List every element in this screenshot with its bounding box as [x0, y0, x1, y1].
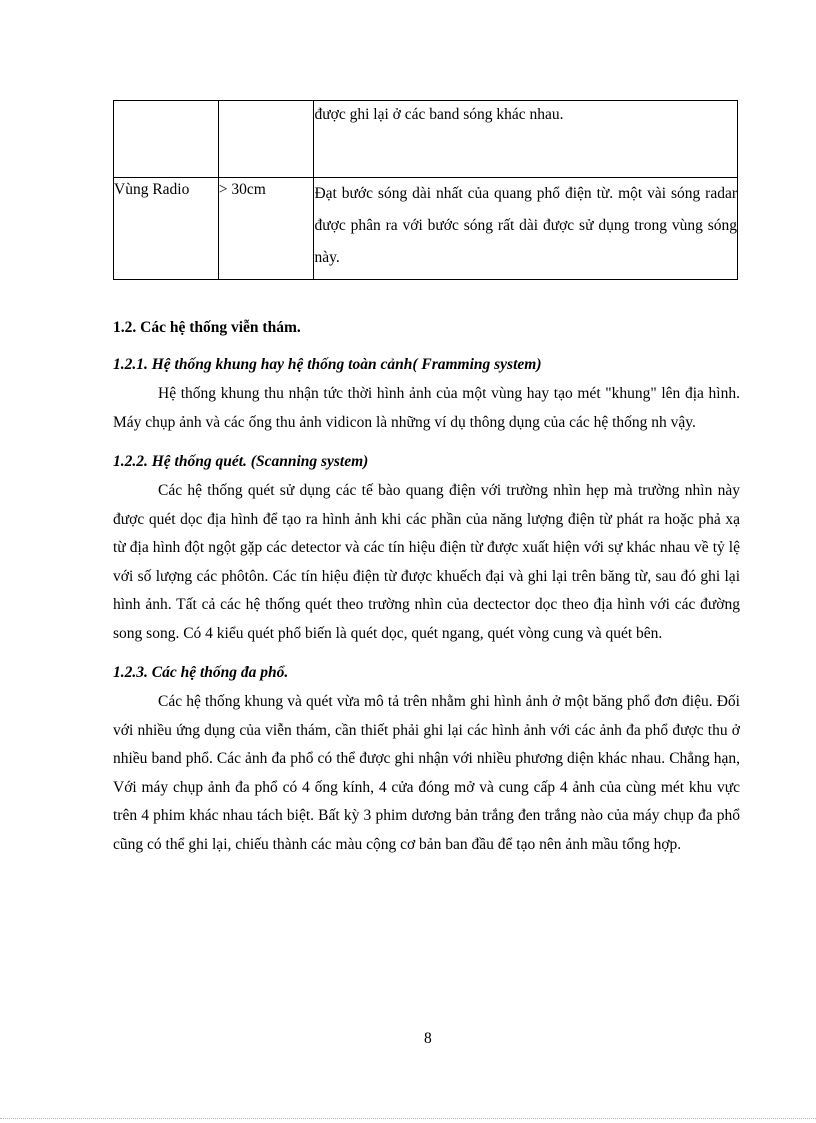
table-cell-region: [114, 101, 219, 178]
page-number-text: 8: [424, 1030, 432, 1047]
table-row: [114, 178, 738, 280]
document-body: [113, 312, 740, 859]
table-row: [114, 101, 738, 178]
subsection-heading: 1.2.1. Hệ thống khung hay hệ thống toàn cảnh( Framming system): [113, 356, 542, 373]
page-bottom-divider: [0, 1118, 816, 1119]
wavelength-table: [113, 100, 738, 280]
table-cell-description: Đạt bước sóng dài nhất của quang phổ điện từ. một vài sóng radar được phân ra với bước sóng rất dài được sử dụng trong vùng sóng này.: [314, 178, 738, 280]
table-cell-wavelength: > 30cm: [218, 178, 314, 280]
table-cell-region: Vùng Radio: [114, 178, 219, 280]
table-cell-description: được ghi lại ở các band sóng khác nhau.: [314, 101, 738, 178]
subsection-heading: 1.2.2. Hệ thống quét. (Scanning system): [113, 453, 369, 470]
paragraph: Các hệ thống quét sử dụng các tế bào quang điện với trường nhìn hẹp mà trường nhìn này được quét dọc địa hình để tạo ra hình ảnh khi các phần của năng lượng điện từ phát ra hoặc phả xạ từ địa hình đột ngột gặp các detector và các tín hiệu điện từ được xuất hiện với sự khác nhau về tỷ lệ với số lượng các phôtôn. Các tín hiệu điện từ được khuếch đại và ghi lại trên băng từ, sau đó ghi lại hình ảnh. Tất cả các hệ thống quét theo trường nhìn của dectector dọc theo địa hình với các đường song song. Có 4 kiểu quét phổ biến là quét dọc, quét ngang, quét vòng cung và quét bên.: [113, 482, 740, 642]
table-cell-wavelength: [218, 101, 314, 178]
subsection-heading: 1.2.3. Các hệ thống đa phổ.: [113, 664, 289, 681]
section-heading: 1.2. Các hệ thống viễn thám.: [113, 319, 301, 336]
paragraph: Hệ thống khung thu nhận tức thời hình ảnh của một vùng hay tạo mét "khung" lên địa hình. Máy chụp ảnh và các ống thu ảnh vidicon là những ví dụ thông dụng của các hệ thống nh vậy.: [113, 385, 740, 431]
paragraph: Các hệ thống khung và quét vừa mô tả trên nhằm ghi hình ảnh ở một băng phổ đơn điệu. Đối với nhiều ứng dụng của viễn thám, cần thiết phải ghi lại các hình ảnh với các ảnh đa phổ được thu ở nhiều band phổ. Các ảnh đa phổ có thể được ghi nhận với nhiều phương diện khác nhau. Chẳng hạn, Với máy chụp ảnh đa phổ có 4 ống kính, 4 cửa đóng mở và cung cấp 4 ảnh của cùng mét khu vực trên 4 phim khác nhau tách biệt. Bất kỳ 3 phim dương bản trắng đen trắng nào của máy chụp đa phổ cũng có thể ghi lại, chiếu thành các màu cộng cơ bản ban đầu để tạo nên ảnh mầu tổng hợp.: [113, 693, 740, 853]
